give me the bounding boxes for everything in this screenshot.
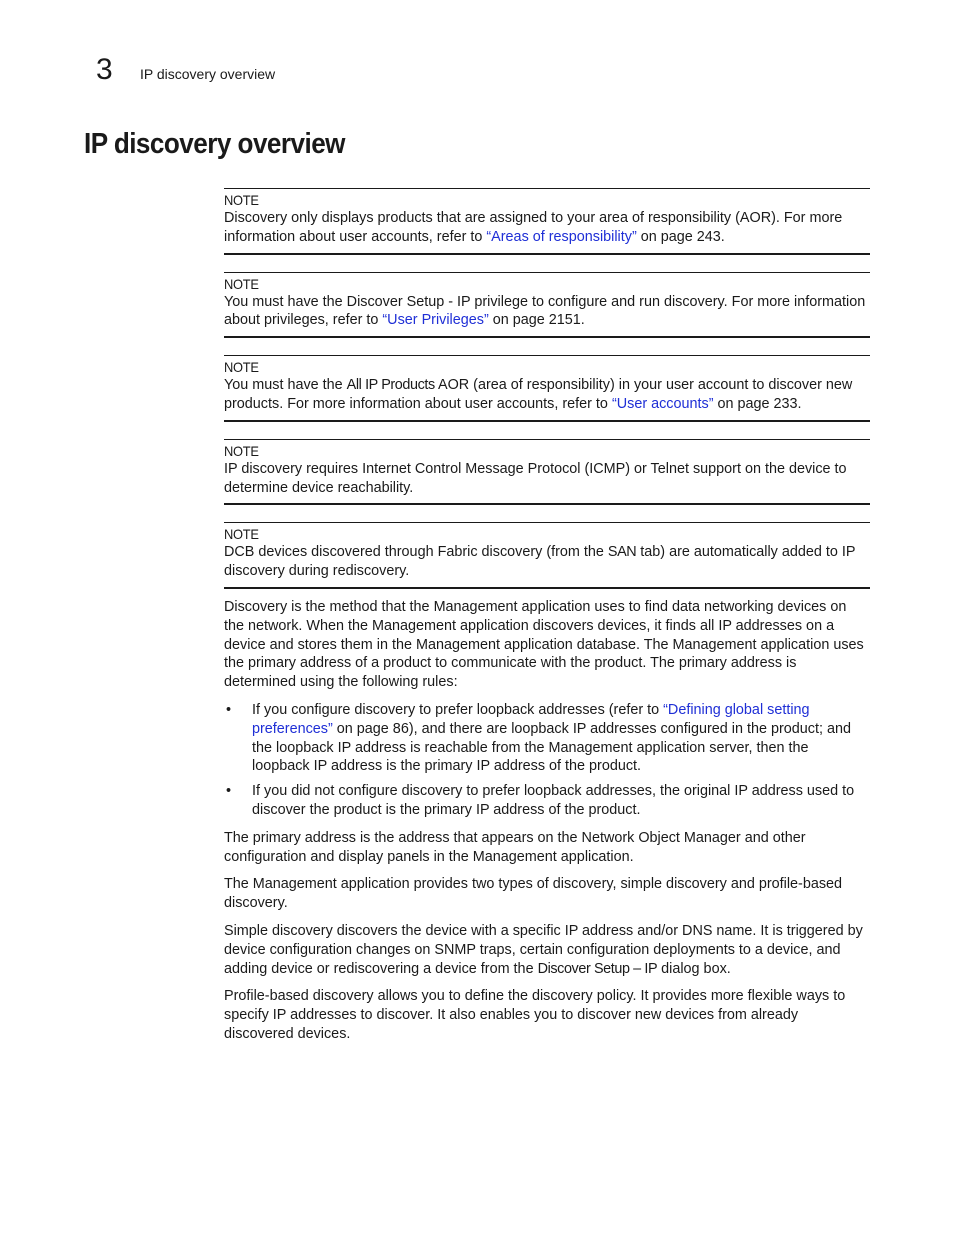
note-label: NOTE xyxy=(224,442,259,459)
note-box xyxy=(224,272,870,339)
note-text xyxy=(224,543,870,581)
note-text xyxy=(224,376,870,414)
profile-discovery-paragraph: Profile-based discovery allows you to define the discovery policy. It provides more flexible ways to specify IP addresses to discover. It also enables you to discover new devices from already discovered devices. xyxy=(224,988,846,1042)
list-item xyxy=(224,701,870,776)
user-privileges-link[interactable]: “User Privileges” xyxy=(382,312,489,329)
chapter-number: 3 xyxy=(96,53,113,86)
defining-global-setting-preferences-link[interactable]: “Defining global setting preferences” xyxy=(252,701,810,737)
note-text xyxy=(224,293,870,331)
note-box xyxy=(224,439,870,506)
ui-term-san-tab: SAN xyxy=(607,544,637,561)
note-box xyxy=(224,188,870,255)
note-text-segment: AOR (area of responsibility) in your user account to discover new products. For more information about user accounts, refer to xyxy=(224,377,853,412)
primary-address-paragraph: The primary address is the address that appears on the Network Object Manager and other configuration and display panels in the Management application. xyxy=(224,829,806,865)
note-box xyxy=(224,355,870,422)
note-label: NOTE xyxy=(224,192,259,208)
note-text xyxy=(224,209,870,247)
running-header-title: IP discovery overview xyxy=(140,66,276,82)
paragraph-text: dialog box. xyxy=(657,960,731,977)
areas-of-responsibility-link[interactable]: “Areas of responsibility” xyxy=(486,228,637,245)
note-text-segment: DCB devices discovered through Fabric discovery (from the xyxy=(224,544,608,561)
user-accounts-link[interactable]: “User accounts” xyxy=(611,395,714,412)
note-text-segment: on page 2151. xyxy=(488,312,585,329)
running-header xyxy=(96,54,275,86)
note-text: IP discovery requires Internet Control Message Protocol (ICMP) or Telnet support on the device to determine device reachability. xyxy=(224,460,847,496)
simple-discovery-paragraph xyxy=(224,922,870,978)
note-text-segment: on page 233. xyxy=(713,395,802,412)
note-text-segment: You must have the Discover Setup - IP privilege to configure and run discovery. For more information about privileges, refer to xyxy=(224,293,866,329)
rules-list xyxy=(224,701,870,820)
note-label: NOTE xyxy=(224,526,259,543)
note-text-segment: tab) are automatically added to IP discovery during rediscovery. xyxy=(224,544,856,580)
list-item-text: on page 86), and there are loopback IP addresses configured in the product; and the loopback IP address is reachable from the Management application server, then the loopback IP address is the primary IP address of the product. xyxy=(252,720,851,775)
discovery-types-paragraph: The Management application provides two types of discovery, simple discovery and profile-based discovery. xyxy=(224,876,843,912)
ui-term-all-ip-products: All IP Products xyxy=(346,377,435,394)
note-label: NOTE xyxy=(224,275,259,292)
list-item-text: If you configure discovery to prefer loopback addresses (refer to xyxy=(252,701,664,718)
ui-term-discover-setup-ip: Discover Setup – IP xyxy=(537,960,658,977)
note-text-segment: You must have the xyxy=(224,377,347,394)
main-content xyxy=(224,188,870,1053)
note-text-segment: Discovery only displays products that are assigned to your area of responsibility (AOR). For more information about user accounts, refer to xyxy=(224,210,843,245)
note-text-segment: on page 243. xyxy=(636,228,725,245)
page-title: IP discovery overview xyxy=(84,128,345,160)
note-box xyxy=(224,522,870,589)
note-label: NOTE xyxy=(224,359,259,376)
paragraph-text: Simple discovery discovers the device with a specific IP address and/or DNS name. It is triggered by device configuration changes on SNMP traps, certain configuration deployments to a device, and adding device or rediscovering a device from the xyxy=(224,922,863,977)
list-item: • If you did not configure discovery to prefer loopback addresses, the original IP address used to discover the product is the primary IP address of the product. xyxy=(224,782,870,820)
intro-paragraph: Discovery is the method that the Management application uses to find data networking devices on the network. When the Management application discovers devices, it finds all IP addresses on a device and stores them in the Management application database. The Management application uses the primary address of a product to communicate with the product. The primary address is determined using the following rules: xyxy=(224,598,864,691)
